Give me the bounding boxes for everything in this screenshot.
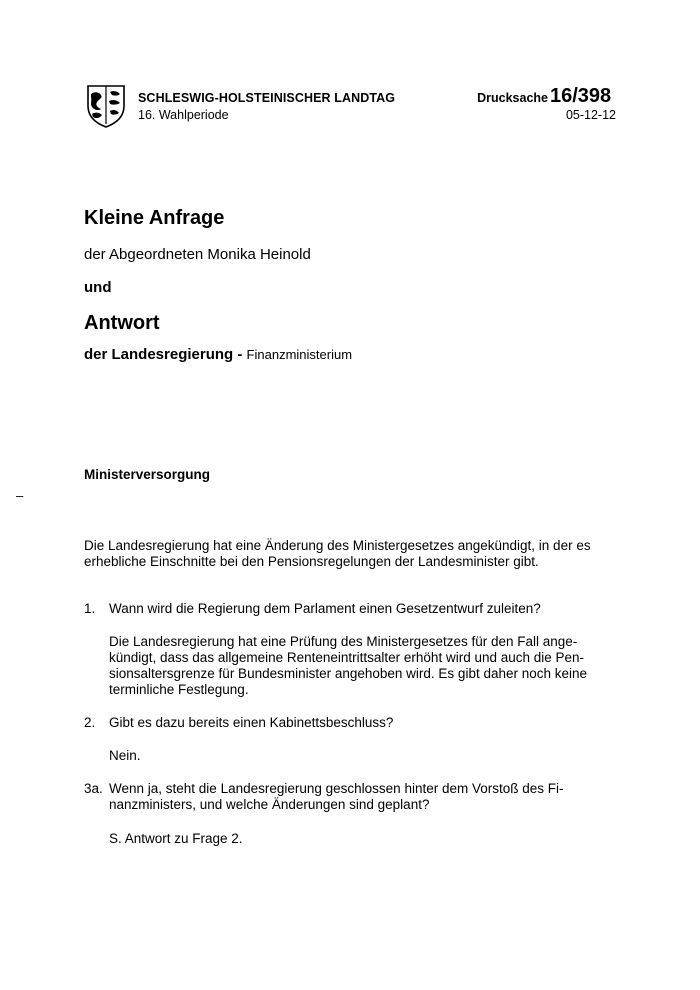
drucksache-number: 16/398 [550,85,612,107]
answer-paragraph [109,634,614,698]
question-number: 2. [84,715,96,730]
ministry-name: Finanzministerium [246,347,353,362]
author-line: der Abgeordneten Monika Heinold [84,246,311,263]
subject-heading: Ministerversorgung [84,467,211,482]
question-number: 1. [84,601,96,616]
answer-line: kündigt, dass das allgemeine Renteneintrittsalter erhöht wird und auch die Pen- [109,650,585,665]
government-line [84,346,352,363]
question-number: 3a. [84,781,103,796]
question-text: Gibt es dazu bereits einen Kabinettsbeschluss? [109,715,394,730]
question-text: Wann wird die Regierung dem Parlament einen Gesetzentwurf zuleiten? [109,601,541,616]
answer-line: sionsaltersgrenze für Bundesminister angehoben wird. Es gibt daher noch keine [109,666,588,681]
margin-mark: – [16,488,24,503]
question-line: nanzministers, und welche Änderungen sind geplant? [109,797,430,812]
answer-paragraph: S. Antwort zu Frage 2. [109,831,243,846]
drucksache-label: Drucksache [477,91,548,105]
heading-kleine-anfrage: Kleine Anfrage [84,207,225,229]
question-text [109,781,614,813]
document-date: 05-12-12 [565,108,616,122]
intro-paragraph: Die Landesregierung hat eine Änderung des Ministergesetzes angekündigt, in der es erhebliche Einschnitte bei den Pensionsregelungen der Landesminister gibt. [84,538,591,569]
question-line: Wenn ja, steht die Landesregierung geschlossen hinter dem Vorstoß des Fi- [109,781,564,796]
legislative-period: 16. Wahlperiode [138,108,229,122]
coat-of-arms-icon [86,84,126,128]
answer-line: terminliche Festlegung. [109,682,249,697]
government-label: der Landesregierung - [84,346,243,363]
parliament-name: SCHLESWIG-HOLSTEINISCHER LANDTAG [138,91,396,105]
answer-paragraph: Nein. [109,748,141,763]
heading-antwort: Antwort [84,312,160,334]
answer-line: Die Landesregierung hat eine Prüfung des Ministergesetzes für den Fall ange- [109,634,578,649]
conjunction-und: und [84,279,112,296]
